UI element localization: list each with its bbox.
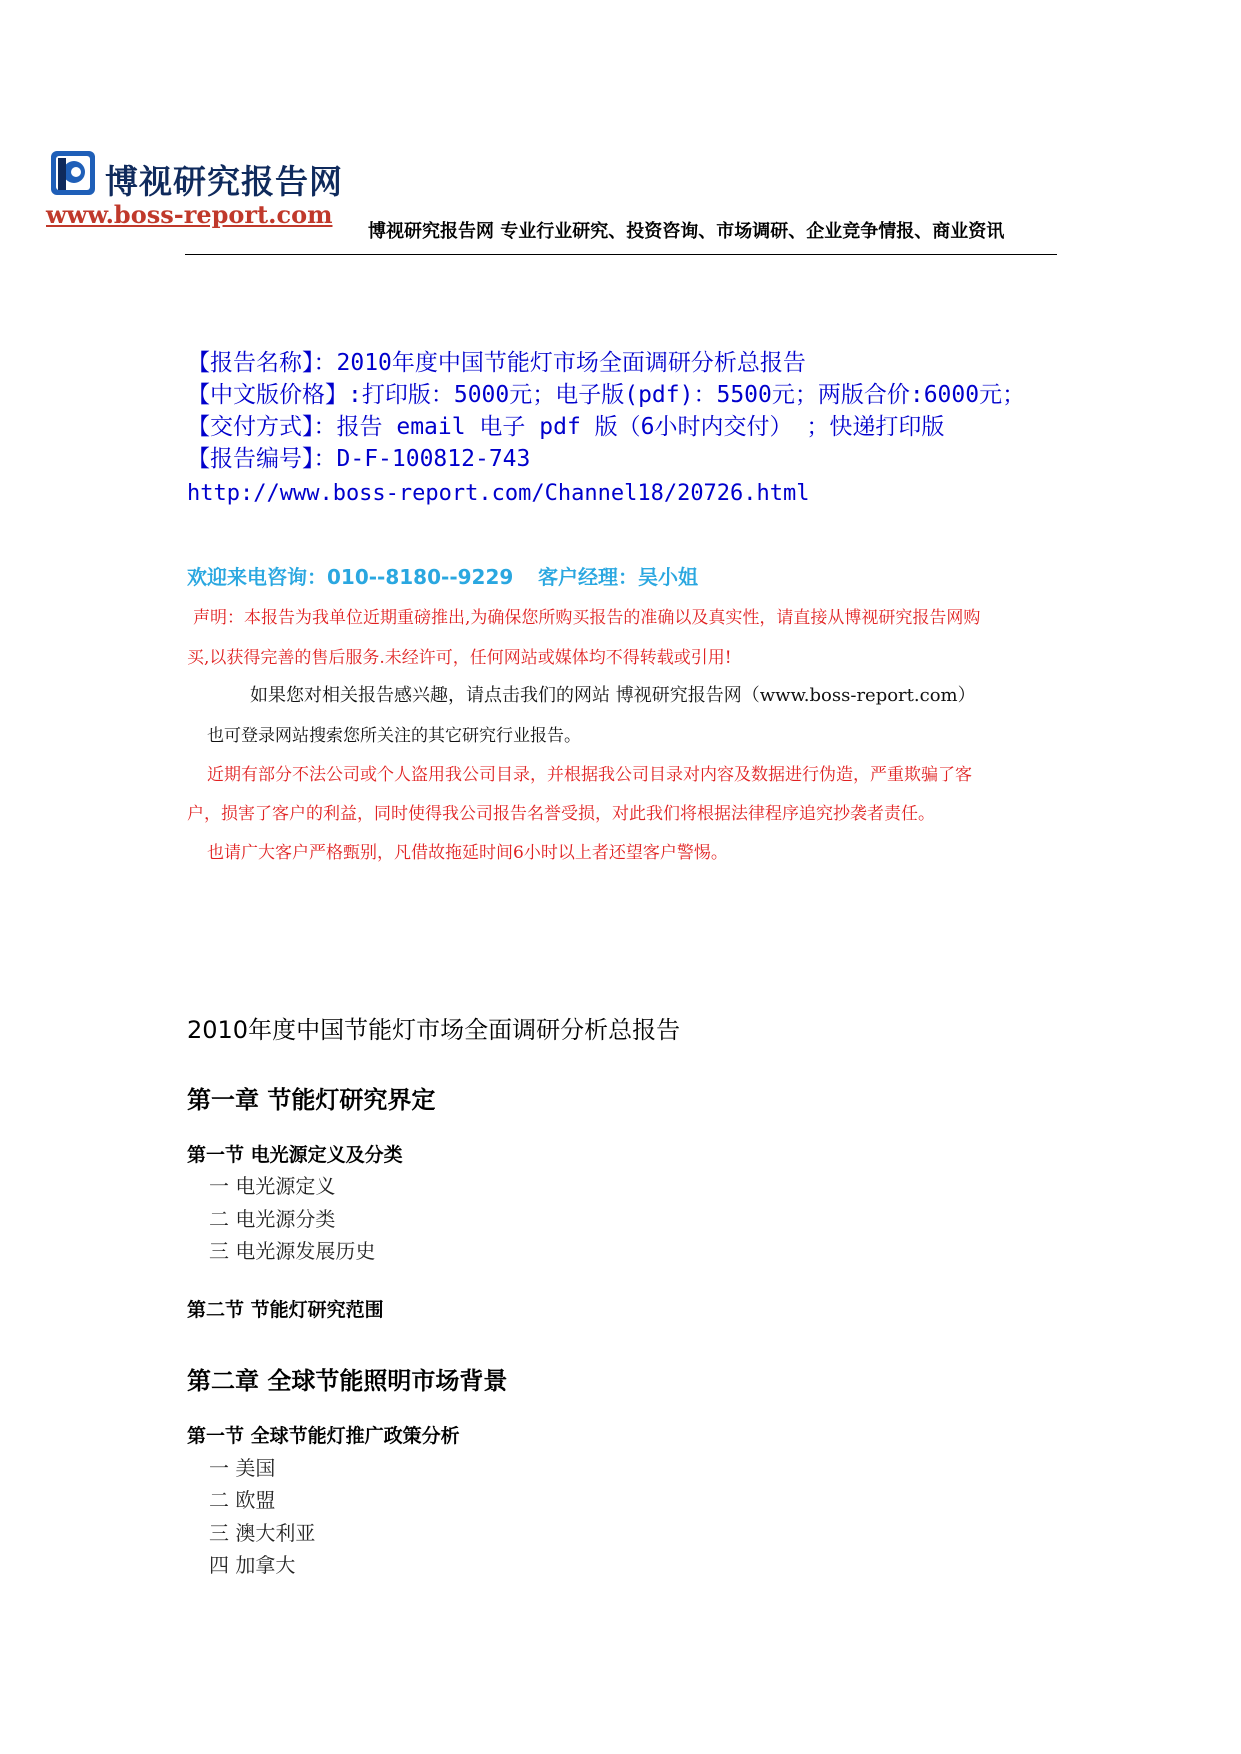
brand-url[interactable]: www.boss-report.com <box>46 200 333 229</box>
interest-line-2: 也可登录网站搜索您所关注的其它研究行业报告。 <box>207 726 581 746</box>
contact-manager: 客户经理：吴小姐 <box>538 565 698 589</box>
interest-line-1: 如果您对相关报告感兴趣，请点击我们的网站 博视研究报告网（www.boss-report.com） <box>250 685 976 706</box>
toc-title: 2010年度中国节能灯市场全面调研分析总报告 <box>187 1016 681 1044</box>
ch1-section-1-heading: 第一节 电光源定义及分类 <box>187 1144 403 1166</box>
header-tagline: 博视研究报告网 专业行业研究、投资咨询、市场调研、企业竞争情报、商业资讯 <box>368 221 1005 242</box>
header-divider <box>185 254 1057 255</box>
list-item: 四 加拿大 <box>209 1553 296 1577</box>
contact-phone: 欢迎来电咨询：010--8180--9229 <box>187 565 514 589</box>
report-delivery-line: 【交付方式】：报告 email 电子 pdf 版（6小时内交付） ；快递打印版 <box>187 414 945 440</box>
list-item: 三 电光源发展历史 <box>209 1239 376 1263</box>
brand-logo-text: 博视研究报告网 <box>105 162 343 201</box>
statement-line-2: 买,以获得完善的售后服务.未经许可，任何网站或媒体均不得转载或引用! <box>187 648 732 668</box>
list-item: 三 澳大利亚 <box>209 1521 316 1545</box>
list-item: 一 电光源定义 <box>209 1174 336 1198</box>
list-item: 二 欧盟 <box>209 1488 276 1512</box>
brand-logo-icon <box>50 150 96 196</box>
chapter-1-heading: 第一章 节能灯研究界定 <box>187 1086 436 1114</box>
report-code-line: 【报告编号】：D-F-100812-743 <box>187 446 531 472</box>
statement-line-1: 声明：本报告为我单位近期重磅推出,为确保您所购买报告的准确以及真实性，请直接从博视研究报告网购 <box>193 608 981 628</box>
list-item: 一 美国 <box>209 1456 276 1480</box>
warning-line-2: 户，损害了客户的利益，同时使得我公司报告名誉受损，对此我们将根据法律程序追究抄袭者责任。 <box>187 804 935 824</box>
ch1-section-2-heading: 第二节 节能灯研究范围 <box>187 1299 384 1321</box>
report-price-line: 【中文版价格】:打印版：5000元；电子版(pdf)：5500元；两版合价:6000元； <box>187 382 1026 408</box>
report-name-line: 【报告名称】：2010年度中国节能灯市场全面调研分析总报告 <box>187 350 806 376</box>
report-link[interactable]: http://www.boss-report.com/Channel18/20726.html <box>187 481 810 506</box>
list-item: 二 电光源分类 <box>209 1207 336 1231</box>
ch2-section-1-heading: 第一节 全球节能灯推广政策分析 <box>187 1425 460 1447</box>
warning-line-3: 也请广大客户严格甄别，凡借故拖延时间6小时以上者还望客户警惕。 <box>207 843 728 863</box>
chapter-2-heading: 第二章 全球节能照明市场背景 <box>187 1367 508 1395</box>
warning-line-1: 近期有部分不法公司或个人盗用我公司目录，并根据我公司目录对内容及数据进行伪造，严重欺骗了客 <box>207 765 972 785</box>
